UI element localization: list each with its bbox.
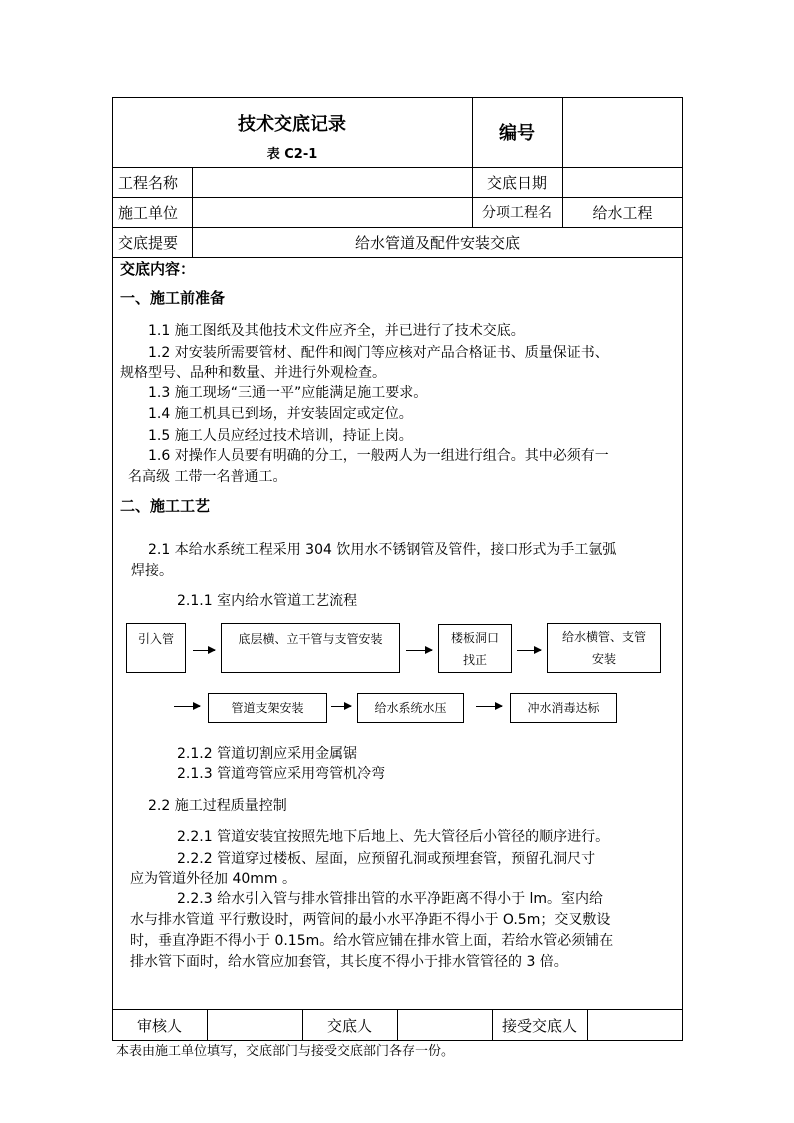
flow-step-branch: 给水横管、支管 安装 bbox=[547, 623, 661, 673]
footer-note: 本表由施工单位填写，交底部门与接受交底部门各存一份。 bbox=[116, 1044, 455, 1059]
p213-text: 2.1.3 管道弯管应采用弯管机冷弯 bbox=[177, 766, 386, 782]
reviewer-label: 审核人 bbox=[136, 1016, 182, 1035]
date-label: 交底日期 bbox=[486, 173, 547, 192]
flow-arrow-1 bbox=[193, 650, 215, 651]
flow-step-pressure: 给水系统水压 bbox=[357, 693, 464, 723]
flow-arrow-4 bbox=[174, 706, 200, 707]
p222-line1: 2.2.2 管道穿过楼板、屋面，应预留孔洞或预埋套管，预留孔洞尺寸 bbox=[177, 851, 596, 867]
number-value[interactable] bbox=[562, 97, 683, 167]
section1-title: 一、施工前准备 bbox=[120, 289, 226, 307]
date-value[interactable] bbox=[562, 167, 683, 197]
s1-line-8: 名高级 工带一名普通工。 bbox=[128, 469, 287, 485]
unit-value[interactable] bbox=[192, 197, 472, 227]
sub-project-value[interactable]: 给水工程 bbox=[592, 203, 653, 222]
p223-line1: 2.2.3 给水引入管与排水管排出管的水平净距离不得小于 lm。室内给 bbox=[177, 891, 604, 907]
content-heading: 交底内容： bbox=[120, 260, 196, 278]
flow-arrow-2 bbox=[406, 650, 432, 651]
flow-step-trunk: 底层横、立干管与支管安装 bbox=[221, 623, 400, 673]
flow-step-slab: 楼板洞口 找正 bbox=[438, 624, 512, 673]
flow-step-support: 管道支架安装 bbox=[208, 693, 327, 723]
receiver-label: 接受交底人 bbox=[501, 1016, 577, 1035]
flow-step-intake: 引入管 bbox=[126, 623, 186, 673]
form-code: 表 C2-1 bbox=[266, 146, 318, 162]
s1-line-6: 1.5 施工人员应经过技术培训，持证上岗。 bbox=[148, 428, 413, 444]
project-name-label: 工程名称 bbox=[118, 173, 179, 192]
discloser-label: 交底人 bbox=[326, 1016, 372, 1035]
s1-line-4: 1.3 施工现场“三通一平”应能满足施工要求。 bbox=[148, 385, 428, 401]
p221-text: 2.2.1 管道安装宜按照先地下后地上、先大管径后小管径的顺序进行。 bbox=[177, 829, 610, 845]
unit-label: 施工单位 bbox=[118, 203, 179, 222]
form-title: 技术交底记录 bbox=[238, 114, 346, 135]
s1-line-1: 1.1 施工图纸及其他技术文件应齐全，并已进行了技术交底。 bbox=[148, 323, 525, 339]
p212-text: 2.1.2 管道切割应采用金属锯 bbox=[177, 746, 358, 762]
summary-value[interactable]: 给水管道及配件安装交底 bbox=[354, 233, 520, 252]
s1-line-7: 1.6 对操作人员要有明确的分工，一般两人为一组进行组合。其中必须有一 bbox=[148, 448, 609, 464]
rule-row3-bottom bbox=[112, 257, 683, 258]
flow-arrow-3 bbox=[517, 650, 541, 651]
p223-line2: 水与排水管道 平行敷设时，两管间的最小水平净距不得小于 O.5m；交叉敷设 bbox=[130, 912, 611, 928]
discloser-value[interactable] bbox=[397, 1009, 492, 1041]
p211-heading: 2.1.1 室内给水管道工艺流程 bbox=[177, 593, 358, 609]
project-name-value[interactable] bbox=[192, 167, 472, 197]
p223-line4: 排水管下面时，给水管应加套管，其长度不得小于排水管管径的 3 倍。 bbox=[130, 954, 568, 970]
summary-label: 交底提要 bbox=[118, 233, 179, 252]
p223-line3: 时，垂直净距不得小于 0.15m。给水管应铺在排水管上面，若给水管必须铺在 bbox=[130, 933, 614, 949]
p21-line2: 焊接。 bbox=[131, 563, 173, 579]
s1-line-5: 1.4 施工机具已到场，并安装固定或定位。 bbox=[148, 406, 413, 422]
p222-line2: 应为管道外径加 40mm 。 bbox=[130, 871, 296, 887]
reviewer-value[interactable] bbox=[207, 1009, 302, 1041]
flow-arrow-5 bbox=[331, 706, 351, 707]
p22-heading: 2.2 施工过程质量控制 bbox=[148, 798, 287, 814]
p21-line1: 2.1 本给水系统工程采用 304 饮用水不锈钢管及管件，接口形式为手工氩弧 bbox=[148, 542, 617, 558]
s1-line-2: 1.2 对安装所需要管材、配件和阀门等应核对产品合格证书、质量保证书、 bbox=[148, 345, 609, 361]
flow-arrow-6 bbox=[476, 706, 502, 707]
s1-line-3: 规格型号、品种和数量、并进行外观检查。 bbox=[120, 365, 386, 381]
section2-title: 二、施工工艺 bbox=[120, 497, 211, 515]
number-label: 编号 bbox=[499, 123, 535, 144]
sub-project-label: 分项工程名 bbox=[482, 205, 552, 221]
flow-step-flush: 冲水消毒达标 bbox=[510, 693, 617, 723]
receiver-value[interactable] bbox=[587, 1009, 683, 1041]
